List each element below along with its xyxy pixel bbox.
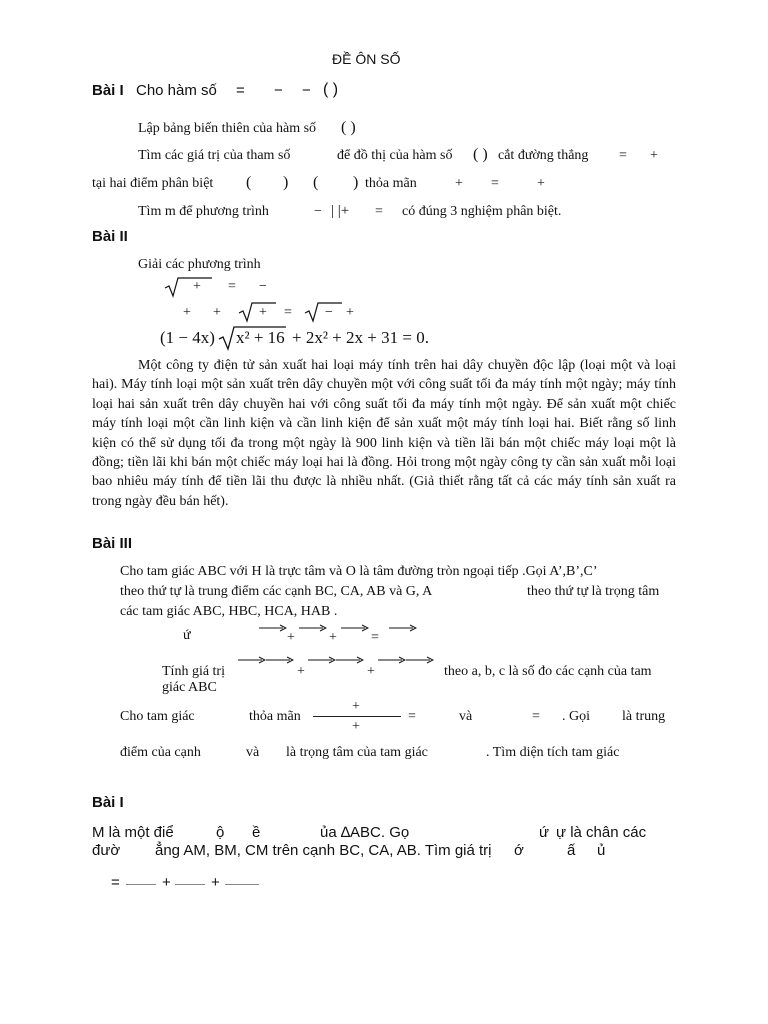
bai1-q2-plus2: + bbox=[455, 176, 463, 191]
bai1-intro-minus2: − bbox=[302, 82, 311, 99]
vector-arrow-1 bbox=[259, 624, 287, 632]
bai4-f-plus1: + bbox=[162, 874, 171, 891]
bai3-p4-b: là trọng tâm của tam giác bbox=[286, 745, 428, 760]
vector-arrow-8 bbox=[336, 656, 364, 664]
p3-eq: = bbox=[408, 709, 416, 724]
vector-arrow-10 bbox=[406, 656, 434, 664]
eq2-radical-2 bbox=[304, 301, 344, 323]
bai4-frac-bar-3 bbox=[225, 884, 259, 885]
bai1-q3-bar: | |+ bbox=[331, 203, 350, 219]
bai4-l1b: ộ bbox=[216, 824, 225, 841]
eq1-minus: − bbox=[259, 279, 267, 294]
eq2-minus: − bbox=[325, 305, 333, 320]
p3-eq2: = bbox=[532, 709, 540, 724]
bai1-intro-eq: = bbox=[236, 82, 245, 99]
bai3-p1-l3: các tam giác ABC, HBC, HCA, HAB . bbox=[120, 604, 338, 619]
vector-arrow-4 bbox=[389, 624, 417, 632]
eq1-radical bbox=[164, 276, 214, 298]
eq3-right: + 2x² + 2x + 31 = 0. bbox=[292, 328, 429, 347]
eq3-left: (1 − 4x) bbox=[160, 328, 215, 347]
bai1-q2c: cắt đường thẳng bbox=[498, 148, 589, 163]
bai1-q2-eq: = bbox=[619, 148, 627, 163]
eq2-plus1: + bbox=[183, 305, 191, 320]
bai1-intro-minus1: − bbox=[274, 82, 283, 99]
bai1-q2-line2b: thỏa mãn bbox=[365, 176, 417, 191]
bai1-q2-pa: ( bbox=[246, 174, 252, 191]
bai4-frac-bar-2 bbox=[175, 884, 205, 885]
bai4-l2c: ớ bbox=[514, 842, 524, 859]
bai1-q2-line2a: tại hai điểm phân biệt bbox=[92, 176, 214, 191]
bai4-l1f: ự là chân các bbox=[556, 824, 647, 841]
vector-arrow-5 bbox=[238, 656, 266, 664]
bai4-l2a: đườ bbox=[92, 842, 121, 859]
bai4-l2d: ấ bbox=[567, 842, 576, 859]
bai2-q1: Giải các phương trình bbox=[138, 257, 261, 272]
eq2-plus2: + bbox=[213, 305, 221, 320]
bai4-frac-bar-1 bbox=[126, 884, 156, 885]
page-title: ĐỀ ÔN SỐ bbox=[332, 51, 401, 67]
bai4-l2b: ẳng AM, BM, CM trên cạnh BC, CA, AB. Tìm giá trị bbox=[155, 842, 492, 859]
bai1-heading: Bài I bbox=[92, 82, 124, 99]
bai2-problem bbox=[92, 356, 676, 511]
fraction-numerator: + bbox=[352, 699, 360, 714]
bai2-heading: Bài II bbox=[92, 228, 128, 245]
vec-plus2: + bbox=[329, 630, 337, 645]
bai3-p3-a: Cho tam giác bbox=[120, 709, 195, 724]
bai3-p3-d: là trung bbox=[622, 709, 666, 724]
fraction-bar bbox=[313, 716, 401, 717]
bai3-p2-a: Tính giá trị bbox=[162, 664, 225, 679]
bai1-q3-minus: − bbox=[314, 204, 322, 219]
eq2-eq: = bbox=[284, 305, 292, 320]
p2-plus1: + bbox=[297, 664, 305, 679]
bai1-q1: Lập bảng biến thiên của hàm số bbox=[138, 121, 317, 136]
bai3-p1-l2a: theo thứ tự là trung điểm các cạnh BC, CA, AB và G, A bbox=[120, 584, 433, 599]
bai3-p3-c: . Gọi bbox=[562, 709, 590, 724]
bai1-intro-paren: ( ) bbox=[323, 81, 339, 98]
bai3-p2-c: giác ABC bbox=[162, 680, 217, 695]
eq3-rad: x² + 16 bbox=[236, 328, 285, 347]
bai1-q2-pd: ) bbox=[353, 174, 359, 191]
bai1-q2-pb: ) bbox=[283, 174, 289, 191]
bai1-q2b: để đồ thị của hàm số bbox=[337, 148, 453, 163]
bai4-l1c: ề bbox=[252, 824, 261, 841]
bai1-q3a: Tìm m để phương trình bbox=[138, 204, 269, 219]
bai1-q2-plus: + bbox=[650, 148, 658, 163]
bai3-p4-c: . Tìm diện tích tam giác bbox=[486, 745, 620, 760]
bai3-p3-b: thỏa mãn bbox=[249, 709, 301, 724]
fraction-denominator: + bbox=[352, 719, 360, 734]
bai3-p1-l1: Cho tam giác ABC với H là trực tâm và O là tâm đường tròn ngoại tiếp .Gọi A’,B’,C’ bbox=[120, 564, 598, 579]
bai4-l2e: ủ bbox=[597, 842, 606, 859]
bai1-q2-paren: ( ) bbox=[473, 146, 488, 163]
eq1-eq: = bbox=[228, 279, 236, 294]
bai3-heading: Bài III bbox=[92, 535, 133, 552]
vector-arrow-3 bbox=[341, 624, 369, 632]
bai4-l1d: ủa ∆ABC. Gọ bbox=[320, 824, 410, 841]
bai1-q2-pc: ( bbox=[313, 174, 319, 191]
p3-va: và bbox=[459, 709, 473, 724]
p2-plus2: + bbox=[367, 664, 375, 679]
bai1-q3b: có đúng 3 nghiệm phân biệt. bbox=[402, 204, 562, 219]
bai3-p4-va: và bbox=[246, 745, 260, 760]
eq2-plus4: + bbox=[346, 305, 354, 320]
bai4-l1e: ứ bbox=[539, 824, 550, 841]
bai2-problem-text: Một công ty điện tử sản xuất hai loại máy tính trên hai dây chuyền độc lập (loại một và loại hai). Máy tính loại một sản xuất trên dây chuyền một với công suất tối đa máy tính một ngày; máy tính loại hai sản xuất trên dây chuyền hai với công suất tối đa máy tính một ngày. Để sản xuất một chiếc máy tính loại một cần linh kiện và cần linh kiện để sản xuất một máy tính loại hai. Biết rằng số linh kiện có thể sử dụng tối đa trong một ngày là 900 linh kiện và tiền lãi bán một chiếc máy loại một là đồng; tiền lãi khi bán một chiếc máy loại hai là đồng. Hỏi trong một ngày công ty cần sản xuất mỗi loại bao nhiêu máy tính để tiền lãi thu được là nhiều nhất. (Giả thiết rằng tất cả các máy tính sản xuất ra trong ngày đều bán hết). bbox=[92, 358, 676, 509]
vector-arrow-7 bbox=[308, 656, 336, 664]
vector-arrow-9 bbox=[378, 656, 406, 664]
vec-u: ứ bbox=[183, 628, 191, 643]
bai4-f-plus2: + bbox=[211, 874, 220, 891]
vector-arrow-6 bbox=[266, 656, 294, 664]
bai4-l1a: M là một điể bbox=[92, 824, 174, 841]
bai1-q2-eq2: = bbox=[491, 176, 499, 191]
bai1-q3-eq: = bbox=[375, 204, 383, 219]
vec-plus1: + bbox=[287, 630, 295, 645]
vector-arrow-2 bbox=[299, 624, 327, 632]
bai4-f-eq: = bbox=[111, 874, 120, 891]
bai3-p1-l2b: theo thứ tự là trọng tâm bbox=[527, 584, 660, 599]
vec-eq: = bbox=[371, 630, 379, 645]
bai1-intro: Cho hàm số bbox=[136, 82, 217, 99]
bai1-q2: Tìm các giá trị của tham số bbox=[138, 148, 291, 163]
eq1-plus: + bbox=[193, 279, 201, 294]
bai1-q2-plus3: + bbox=[537, 176, 545, 191]
eq2-radical-1 bbox=[238, 301, 278, 323]
eq2-plus3: + bbox=[259, 305, 267, 320]
bai3-p4-a: điểm của cạnh bbox=[120, 745, 201, 760]
bai1-q1-paren: ( ) bbox=[341, 119, 356, 136]
bai3-p2-b: theo a, b, c là số đo các cạnh của tam bbox=[444, 664, 652, 679]
bai4-heading: Bài I bbox=[92, 794, 124, 811]
